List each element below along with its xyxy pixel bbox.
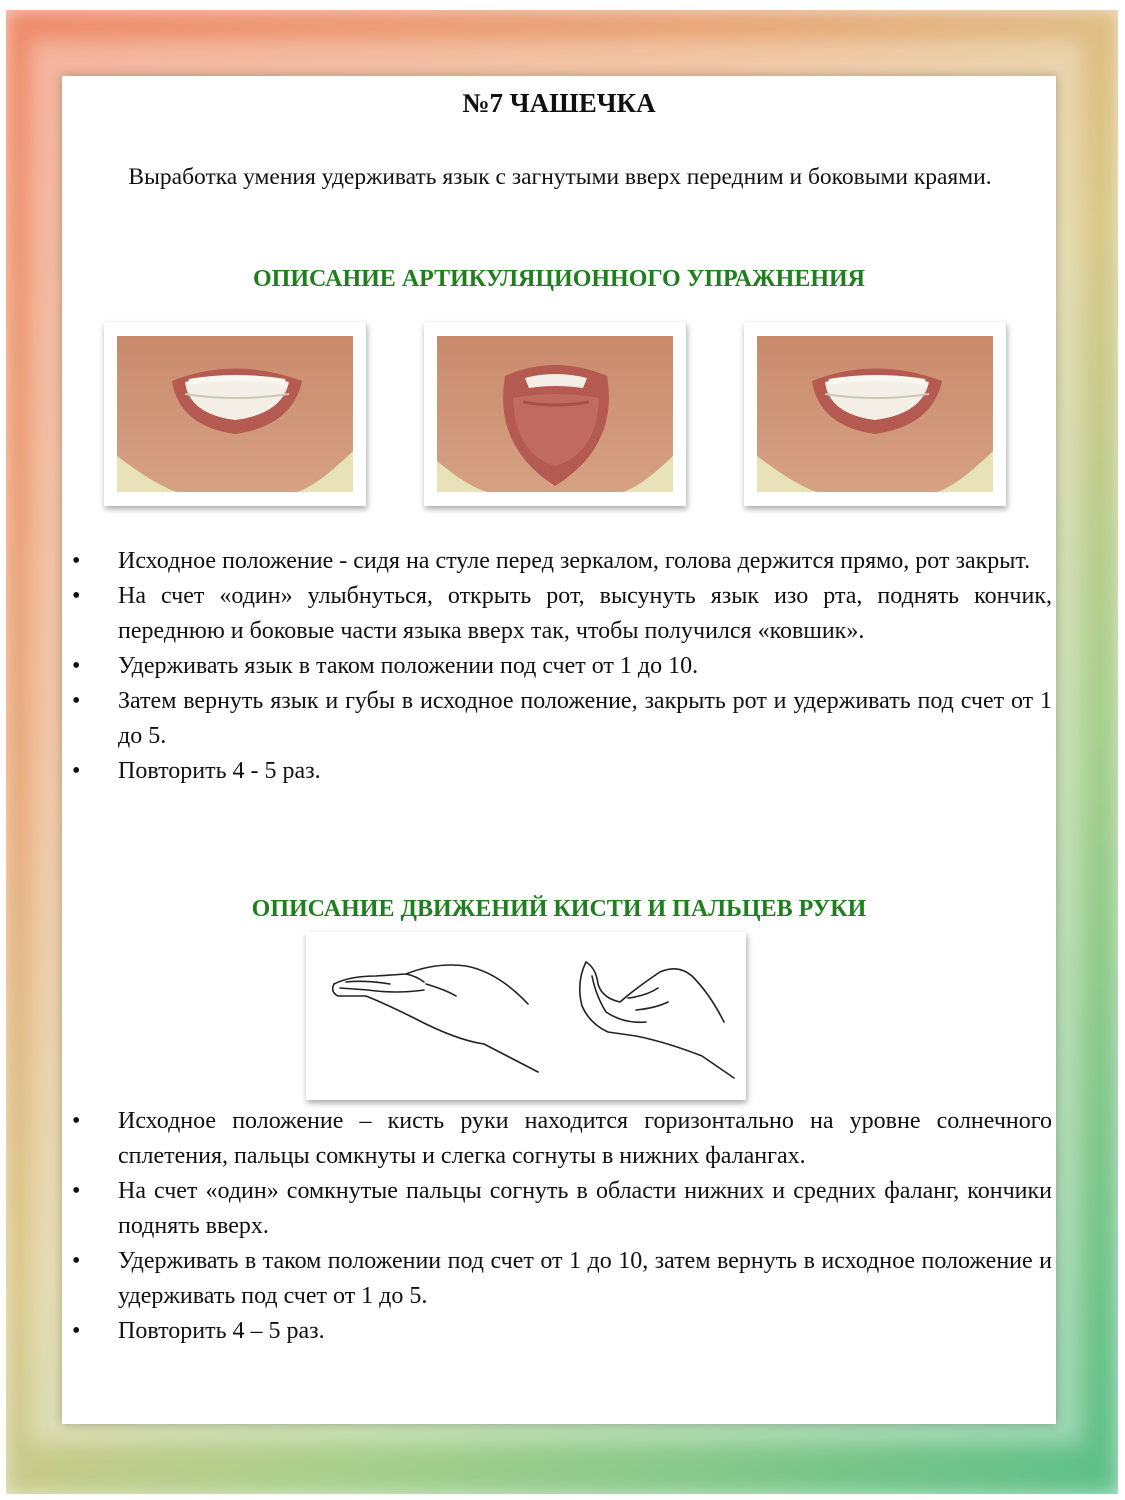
- articulation-heading: ОПИСАНИЕ АРТИКУЛЯЦИОННОГО УПРАЖНЕНИЯ: [253, 266, 865, 292]
- list-item: • Удерживать в таком положении под счет от 1 до 10, затем вернуть в исходное положение и удерживать под счет от 1 до 5.: [72, 1248, 1052, 1309]
- list-item: • Затем вернуть язык и губы в исходное положение, закрыть рот и удерживать под счет от 1 до 5.: [72, 688, 1052, 749]
- list-item: • Исходное положение – кисть руки находится горизонтально на уровне солнечного сплетения, пальцы сомкнуты и слегка согнуты в нижних фалангах.: [72, 1108, 1052, 1169]
- smile-photo-2: [744, 322, 1006, 506]
- hand-heading: ОПИСАНИЕ ДВИЖЕНИЙ КИСТИ И ПАЛЬЦЕВ РУКИ: [251, 896, 867, 922]
- list-item: • На счет «один» сомкнутые пальцы согнуть в области нижних и средних фаланг, кончики поднять вверх.: [72, 1178, 1052, 1239]
- list-item: • Удерживать язык в таком положении под счет от 1 до 10.: [72, 653, 699, 679]
- hand-illustration: [306, 932, 746, 1100]
- list-item: • Исходное положение - сидя на стуле перед зеркалом, голова держится прямо, рот закрыт.: [72, 548, 1031, 574]
- articulation-steps: [72, 544, 1052, 789]
- list-item: • Повторить 4 - 5 раз.: [72, 758, 321, 784]
- exercise-goal: Выработка умения удерживать язык с загнутыми вверх передним и боковыми краями.: [128, 164, 992, 190]
- smile-photo-1: [104, 322, 366, 506]
- tongue-cup-photo: [424, 322, 686, 506]
- list-item: • Повторить 4 – 5 раз.: [72, 1318, 325, 1344]
- page-title: №7 ЧАШЕЧКА: [462, 88, 656, 118]
- content-panel: [62, 76, 1056, 1424]
- list-item: • На счет «один» улыбнуться, открыть рот, высунуть язык изо рта, поднять кончик, переднюю и боковые части языка вверх так, чтобы получился «ковшик».: [72, 583, 1052, 644]
- hand-steps: [72, 1104, 1052, 1349]
